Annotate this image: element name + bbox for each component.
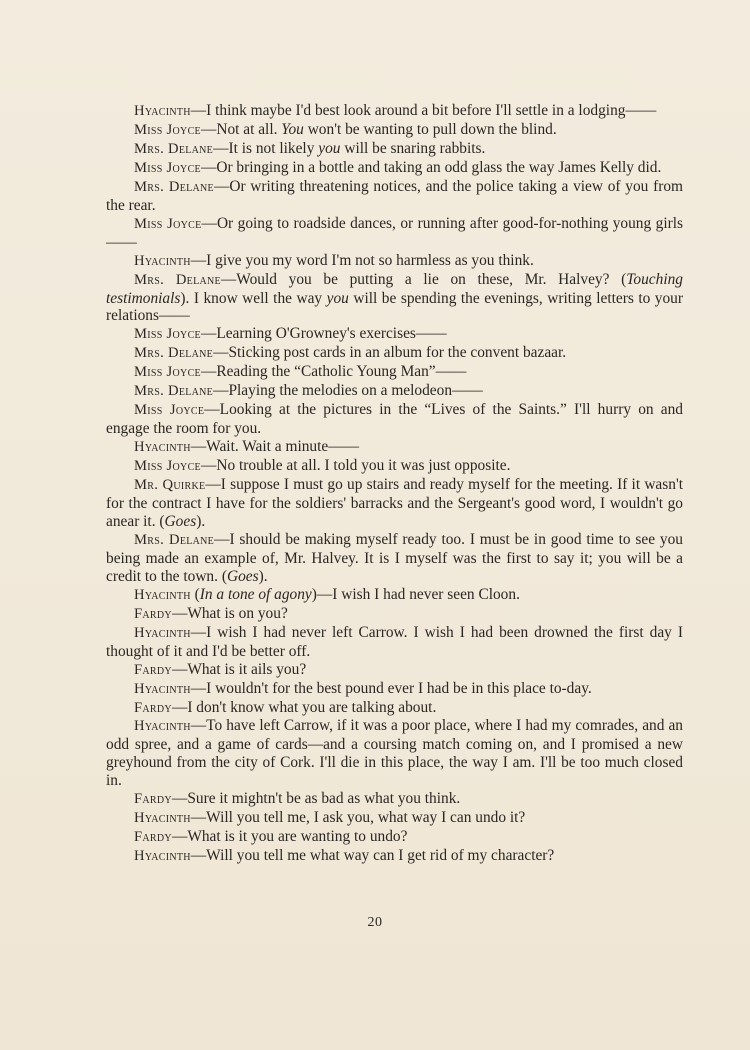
speaker-name: Hyacinth xyxy=(134,103,191,119)
dialogue-line xyxy=(106,252,683,271)
dialogue-line xyxy=(106,476,683,531)
speech-text: won't be wanting to pull down the blind. xyxy=(303,120,557,138)
speech-text: —What is on you? xyxy=(171,604,288,622)
speech-text: —I wish I had never left Carrow. I wish I had been drowned the first day I thought of it and I'd be better off. xyxy=(106,623,683,660)
speaker-name: Hyacinth xyxy=(134,848,191,865)
speech-text: —It is not likely xyxy=(213,139,319,157)
speech-text: —No trouble at all. I told you it was just opposite. xyxy=(200,457,511,475)
stage-direction: you xyxy=(326,289,349,307)
speech-text: —Would you be putting a lie on these, Mr. Halvey? ( xyxy=(220,270,627,288)
stage-direction: You xyxy=(281,120,304,138)
speech-text: —Will you tell me what way can I get rid of my character? xyxy=(190,847,555,865)
speech-text: —Sure it mightn't be as bad as what you think. xyxy=(171,790,461,808)
dialogue-line xyxy=(106,809,683,828)
speech-text: —Or writing threatening notices, and the police taking a view of you from the rear. xyxy=(106,177,683,214)
speaker-name: Miss Joyce xyxy=(134,402,205,419)
dialogue-line xyxy=(106,363,683,382)
stage-direction: Touching testimonials xyxy=(106,270,683,307)
dialogue-line xyxy=(106,680,683,699)
speaker-name: Miss Joyce xyxy=(134,364,201,381)
speaker-name: Miss Joyce xyxy=(134,458,201,475)
speaker-name: Hyacinth xyxy=(134,252,191,269)
speech-text: —I wouldn't for the best pound ever I had be in this place to-day. xyxy=(190,679,592,697)
speaker-name: Mrs. Delane xyxy=(134,383,214,400)
speaker-name: Mrs. Delane xyxy=(134,531,215,548)
speech-text: —Looking at the pictures in the “Lives of the Saints.” I'll hurry on and engage the room for you. xyxy=(106,401,683,438)
dialogue-line xyxy=(106,121,683,140)
dialogue-line xyxy=(106,717,683,790)
speech-text: —I don't know what you are talking about. xyxy=(171,698,437,716)
speaker-name: Fardy xyxy=(134,699,172,716)
speech-text: —To have left Carrow, if it was a poor place, where I had my comrades, and an odd spree, and a game of cards—and a coursing match coming on, and I promised a new greyhound from the city of Cork. I'll die in this place, the way I am. I'll be too much closed in. xyxy=(106,717,683,790)
stage-direction: In a tone of agony xyxy=(199,585,312,603)
dialogue-line xyxy=(106,344,683,363)
speech-text: —Not at all. xyxy=(200,120,282,138)
speech-text: —Reading the “Catholic Young Man”—— xyxy=(200,363,467,381)
speaker-name: Hyacinth xyxy=(134,586,191,603)
speaker-name: Hyacinth xyxy=(134,439,191,456)
speech-text: ). xyxy=(196,512,206,530)
dialogue-line xyxy=(106,847,683,866)
speaker-name: Fardy xyxy=(134,661,172,678)
speech-text: —I think maybe I'd best look around a bit before I'll settle in a lodging—— xyxy=(190,102,657,119)
dialogue-line xyxy=(106,828,683,847)
stage-direction: you xyxy=(318,139,341,157)
dialogue-line xyxy=(106,699,683,718)
dialogue-line xyxy=(106,382,683,401)
dialogue-text xyxy=(106,102,683,866)
speaker-name: Hyacinth xyxy=(134,624,191,641)
dialogue-line xyxy=(106,215,683,252)
page-number: 20 xyxy=(367,915,383,930)
speaker-name: Fardy xyxy=(134,791,172,808)
dialogue-line xyxy=(106,661,683,680)
speech-text: —I suppose I must go up stairs and ready myself for the meeting. If it wasn't for the contract I have for the soldiers' barracks and the Sergeant's good word, I wouldn't go anear it. ( xyxy=(106,476,684,530)
stage-direction: Goes xyxy=(226,567,259,585)
dialogue-line xyxy=(106,159,683,178)
speaker-name: Fardy xyxy=(134,605,172,622)
dialogue-line xyxy=(106,178,683,215)
speaker-name: Hyacinth xyxy=(134,680,191,697)
speech-text: will be spending the evenings, writing letters to your relations—— xyxy=(106,289,683,325)
speaker-name: Fardy xyxy=(134,829,172,846)
dialogue-line xyxy=(106,325,683,344)
speaker-name: Miss Joyce xyxy=(134,326,201,343)
dialogue-line xyxy=(106,624,683,661)
speech-text: —Playing the melodies on a melodeon—— xyxy=(213,382,483,400)
speech-text: —What is it you are wanting to undo? xyxy=(171,828,408,846)
speech-text: —Or bringing in a bottle and taking an odd glass the way James Kelly did. xyxy=(200,158,662,176)
dialogue-line xyxy=(106,438,683,457)
dialogue-line xyxy=(106,457,683,476)
dialogue-line xyxy=(106,605,683,624)
speech-text: will be snaring rabbits. xyxy=(340,139,486,157)
dialogue-line xyxy=(106,531,683,586)
speaker-name: Mrs. Delane xyxy=(134,178,214,195)
speaker-name: Mrs. Delane xyxy=(134,345,214,362)
speech-text: —What is it ails you? xyxy=(171,660,307,678)
speaker-name: Mr. Quirke xyxy=(134,477,206,494)
speaker-name: Miss Joyce xyxy=(134,159,201,176)
speech-text: ). xyxy=(258,567,268,585)
speech-text: ). I know well the way xyxy=(180,289,327,307)
dialogue-line xyxy=(106,271,683,326)
speaker-name: Hyacinth xyxy=(134,718,191,735)
dialogue-line xyxy=(106,586,683,605)
dialogue-line xyxy=(106,102,683,121)
speech-text: —Sticking post cards in an album for the convent bazaar. xyxy=(213,344,567,362)
speech-text: —Or going to roadside dances, or running after good-for-nothing young girls—— xyxy=(106,214,684,251)
speech-text: —Will you tell me, I ask you, what way I can undo it? xyxy=(190,809,526,827)
speaker-name: Miss Joyce xyxy=(134,121,201,138)
dialogue-line xyxy=(106,140,683,159)
speech-text: )—I wish I had never seen Cloon. xyxy=(311,585,520,603)
speech-text: —Wait. Wait a minute—— xyxy=(190,438,359,456)
speaker-name: Miss Joyce xyxy=(134,215,202,232)
speech-text: —I should be making myself ready too. I must be in good time to see you being made an example of, Mr. Halvey. It is I myself was the first to say it; you will be a credit to the town. ( xyxy=(106,530,683,585)
speaker-name: Mrs. Delane xyxy=(134,140,214,157)
dialogue-line xyxy=(106,401,683,438)
speaker-name: Mrs. Delane xyxy=(134,271,221,288)
speech-text: ( xyxy=(190,585,200,603)
stage-direction: Goes xyxy=(164,512,197,530)
speaker-name: Hyacinth xyxy=(134,810,191,827)
speech-text: —Learning O'Growney's exercises—— xyxy=(200,325,447,343)
dialogue-line xyxy=(106,790,683,809)
speech-text: —I give you my word I'm not so harmless as you think. xyxy=(190,251,534,269)
